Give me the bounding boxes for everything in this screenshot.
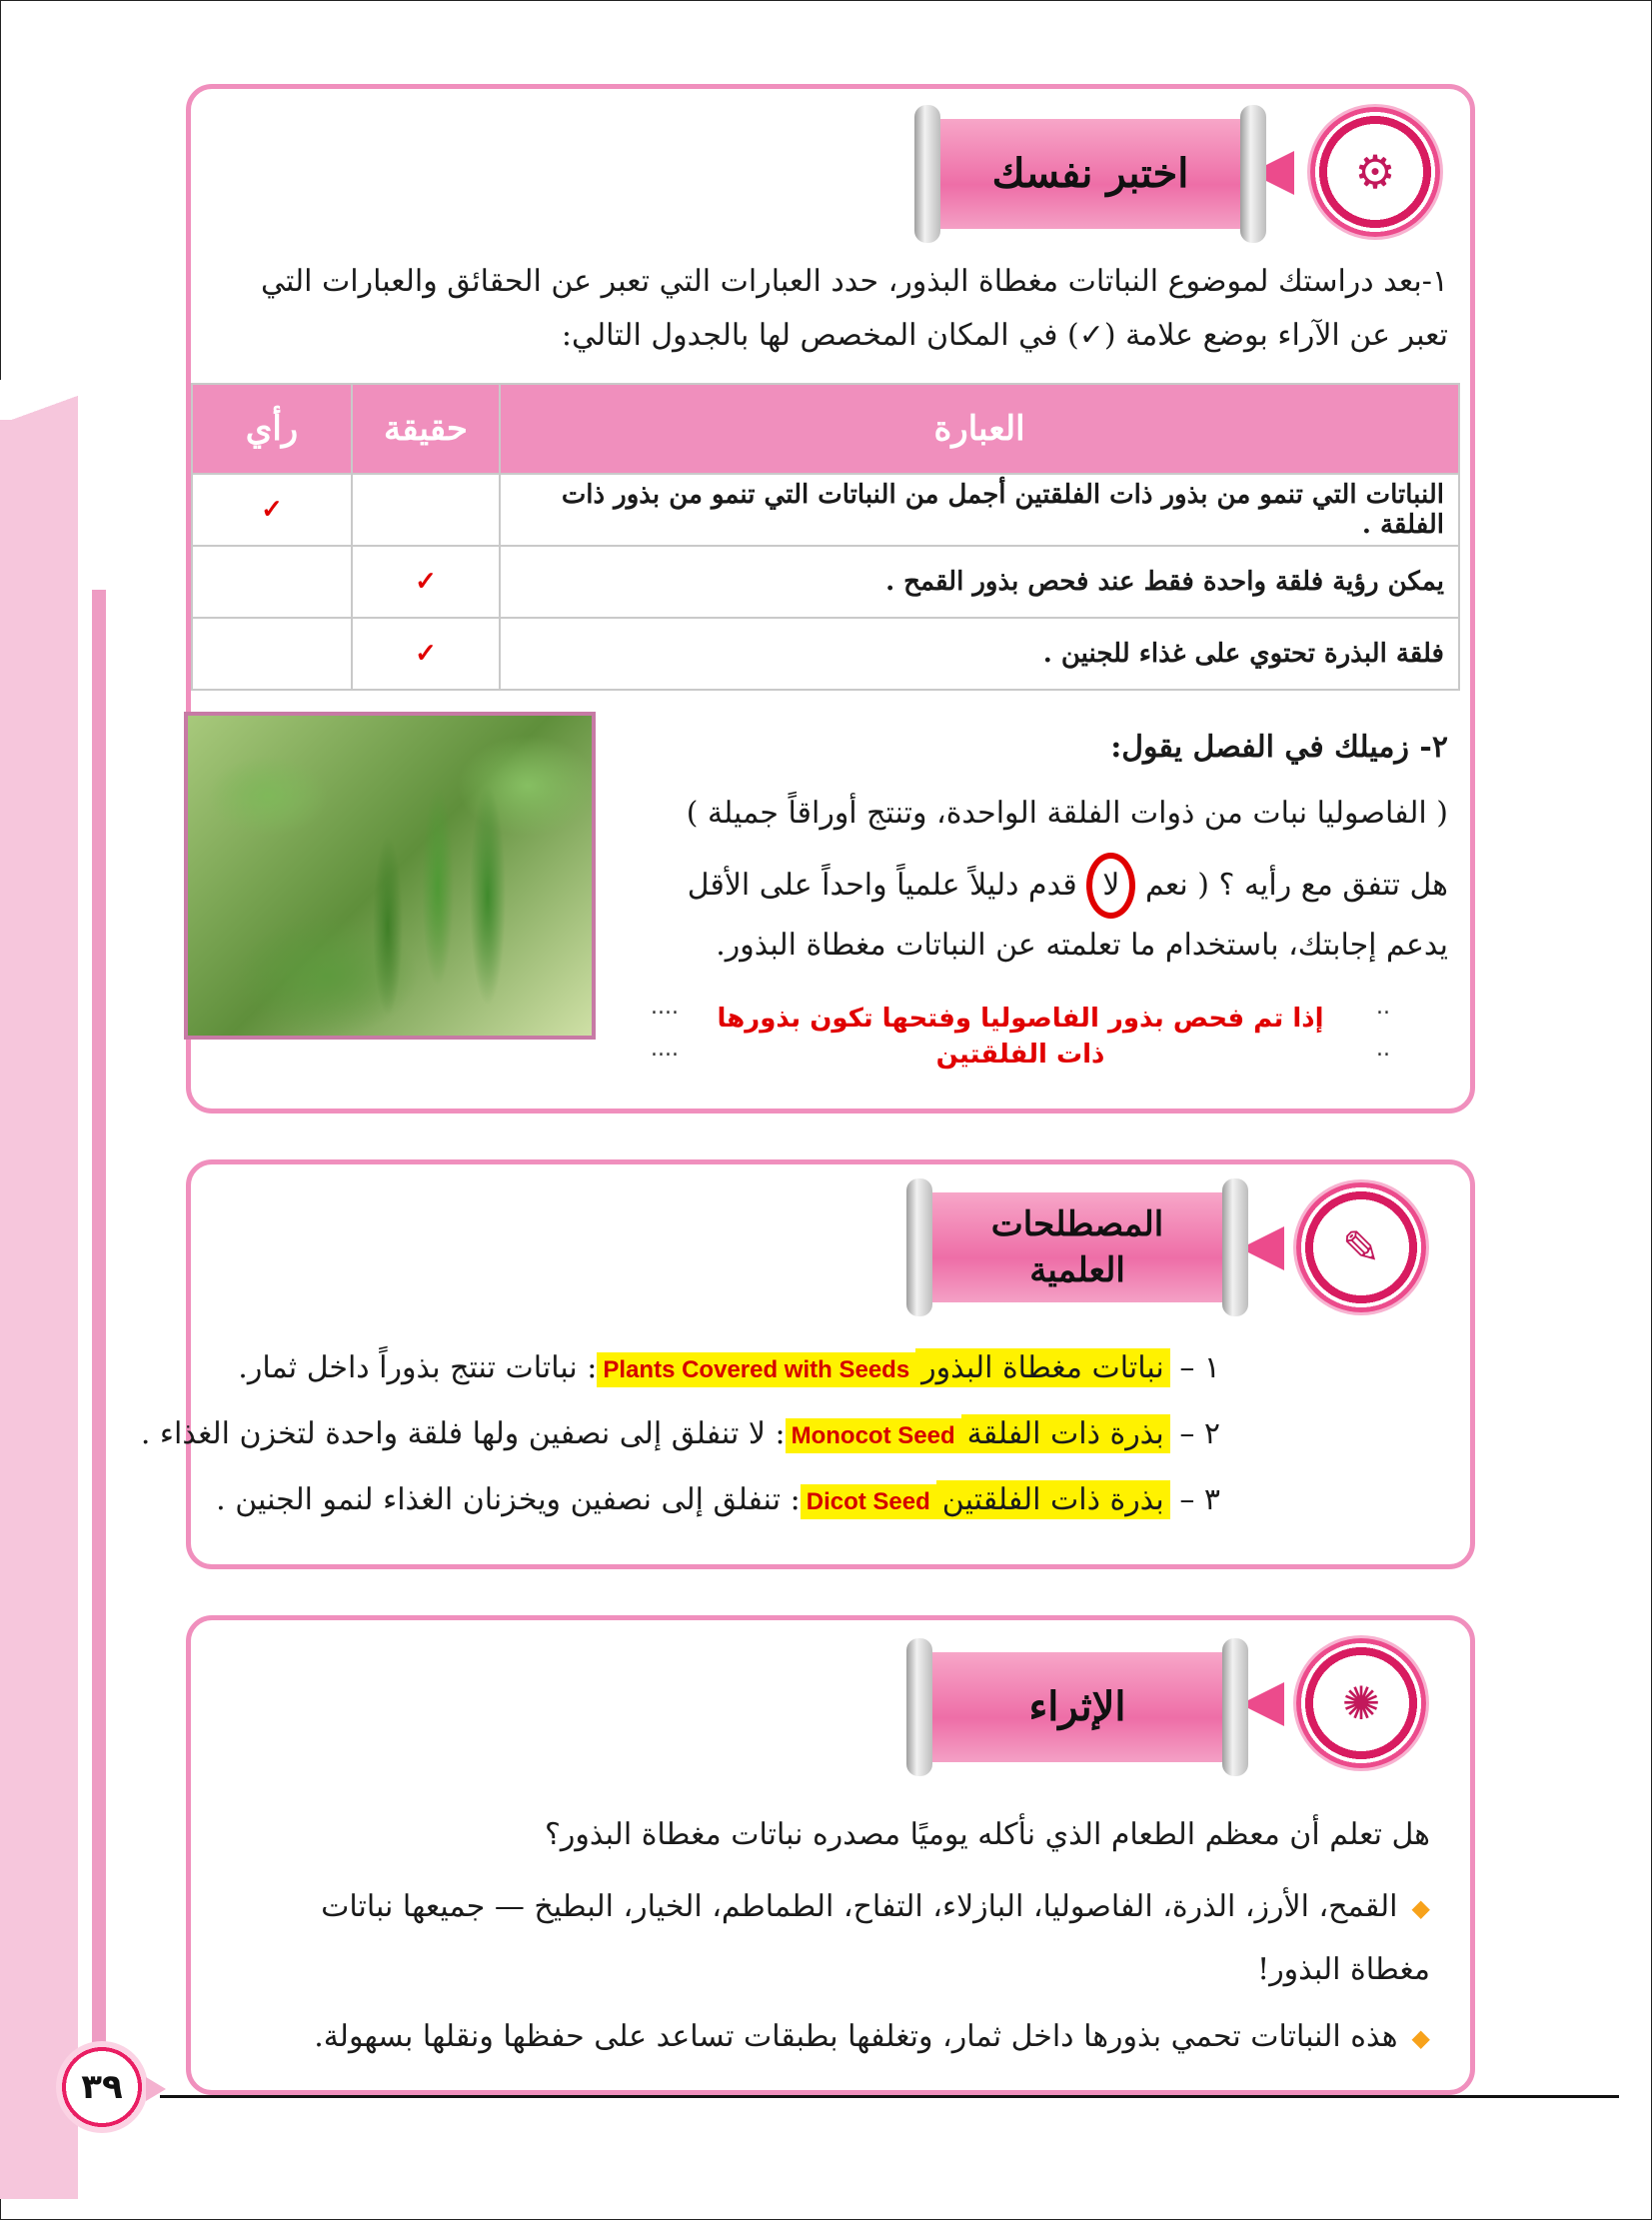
table-row [192,546,1459,618]
term-item [216,1482,1220,1517]
scientific-terms-section [140,1159,1475,1569]
page-number: ٣٩ [56,2041,148,2133]
question-2-title: ٢- زميلك في الفصل يقول: [1110,730,1448,765]
fact-cell[interactable]: ✓ [352,618,500,690]
answer-dots-right: .. [1376,995,1390,1020]
fact-opinion-table [191,383,1460,691]
section-title-scroll [930,119,1250,229]
page-number-pointer [146,2077,166,2101]
side-band [0,420,78,2199]
opinion-cell[interactable] [192,546,352,618]
answer-text: إذا تم فحص بذور الفاصوليا وفتحها تكون بذورها ذات الفلقتين [717,1004,1324,1070]
opinion-cell[interactable] [192,618,352,690]
term-definition: : نباتات تنتج بذوراً داخل ثمار. [238,1350,598,1385]
answer-dots-left-2: .... [651,1037,679,1062]
term-arabic: بذرة ذات الفلقة [961,1414,1170,1453]
term-definition: : تنفلق إلى نصفين ويخزنان الغذاء لنمو الجنين . [216,1482,801,1517]
question-before: هل تتفق مع رأيه ؟ ( نعم [1144,868,1448,903]
lightbulb-star-icon: ✺ [1296,1638,1426,1768]
section-title: الإثراء [1028,1683,1126,1730]
bullet-text: هذه النباتات تحمي بذورها داخل ثمار، وتغلفها بطبقات تساعد على حفظها ونقلها بسهولة. [314,2019,1398,2054]
intro-paragraph: ١-بعد دراستك لموضوع النباتات مغطاة البذور، حدد العبارات التي تعبر عن الحقائق والعبارات التي تعبر عن الآراء بوضع علامة (✓) في المكان المخصص لها بالجدول التالي: [260,264,1448,353]
fact-cell[interactable]: ✓ [352,546,500,618]
enrichment-question: هل تعلم أن معظم الطعام الذي نأكله يوميًا مصدره نباتات مغطاة البذور؟ [544,1817,1430,1852]
fact-cell[interactable] [352,474,500,546]
term-number: ١ – [1179,1350,1220,1385]
header-opinion: رأي [192,384,352,474]
term-english: Monocot Seed [786,1418,961,1453]
enrichment-bullet [251,2010,1430,2065]
term-english: Dicot Seed [801,1484,936,1519]
notepad-pen-icon: ✎ [1296,1182,1426,1312]
lightbulb-gear-icon: ⚙ [1310,107,1440,237]
term-number: ٣ – [1179,1482,1220,1517]
header-statement: العبارة [500,384,1459,474]
question-after: قدم دليلاً علمياً واحداً على الأقل [687,868,1077,903]
term-definition: : لا تنفلق إلى نصفين ولها فلقة واحدة لتخزن الغذاء . [140,1416,786,1451]
question-2-line2: يدعم إجابتك، باستخدام ما تعلمته عن النباتات مغطاة البذور. [716,928,1448,963]
term-arabic: نباتات مغطاة البذور [915,1348,1170,1387]
term-arabic: بذرة ذات الفلقتين [936,1480,1170,1519]
circled-choice[interactable]: لا [1086,853,1135,919]
section-title: اختبر نفسك [991,150,1189,197]
bullet-diamond-icon: ◆ [1411,1894,1430,1922]
table-row [192,618,1459,690]
term-english: Plants Covered with Seeds [597,1352,915,1387]
green-beans-photo [184,712,596,1040]
section-title: المصطلحات العلمية [990,1204,1164,1290]
section-title-scroll [922,1192,1232,1302]
enrichment-section [186,1615,1475,2095]
section-title-scroll [922,1652,1232,1762]
question-2-quote: ( الفاصوليا نبات من ذوات الفلقة الواحدة، وتنتج أوراقاً جميلة ) [686,796,1448,831]
header-fact: حقيقة [352,384,500,474]
enrichment-bullet [251,1876,1430,2001]
statement-cell: فلقة البذرة تحتوي على غذاء للجنين . [500,618,1459,690]
bullet-text: القمح، الأرز، الذرة، الفاصوليا، البازلاء، التفاح، الطماطم، الخيار، البطيخ — جميعها نباتات مغطاة البذور! [321,1889,1430,1987]
statement-cell: النباتات التي تنمو من بذور ذات الفلقتين أجمل من النباتات التي تنمو من بذور ذات الفلقة . [500,474,1459,546]
question-2-line [611,853,1448,919]
side-band-inner [92,590,106,2079]
answer-dots-right-2: .. [1376,1037,1390,1062]
term-number: ٢ – [1179,1416,1220,1451]
bullet-diamond-icon: ◆ [1411,2024,1430,2052]
term-item [238,1350,1220,1385]
statement-cell: يمكن رؤية فلقة واحدة فقط عند فحص بذور القمح . [500,546,1459,618]
bottom-rule [160,2095,1619,2098]
term-item [141,1416,1220,1451]
opinion-cell[interactable]: ✓ [192,474,352,546]
answer-dots-left: .... [651,995,679,1020]
table-row [192,474,1459,546]
